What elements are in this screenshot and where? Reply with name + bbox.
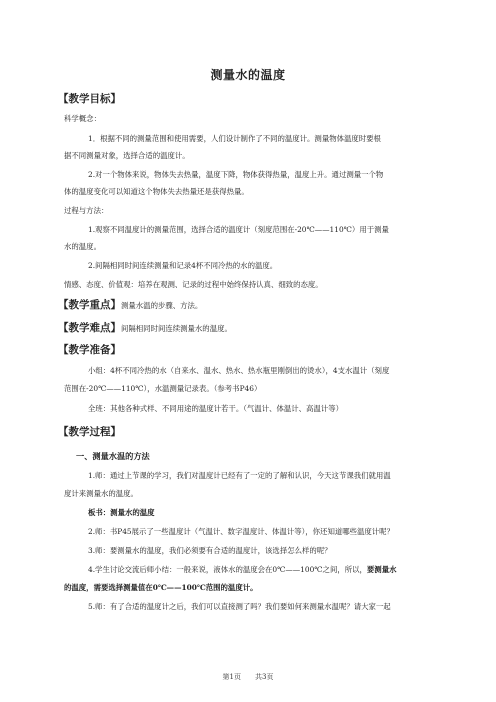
difficulty-text: 间隔相同时间连续测量水的温度。 (121, 324, 232, 333)
process-4-text: 4.学生讨论交流后师小结：一般来说，液体水的温度会在0℃——100℃之间，所以， (88, 565, 367, 574)
method-2: 2.间隔相同时间连续测量和记录4杯不同冷热的水的温度。 (88, 261, 278, 270)
process-1-line-2: 度计来测量水的温度。 (64, 489, 138, 498)
heading-prep: 【教学准备】 (58, 344, 121, 356)
concept-1-line-1: 1．根据不同的测量范围和使用需要，人们设计制作了不同的温度计。测量物体温度时要根 (88, 134, 381, 143)
process-4-line-1 (88, 565, 496, 575)
page-footer: 第1页 共3页 (222, 673, 274, 681)
process-1-line-1: 1.师：通过上节课的学习，我们对温度计已经有了一定的了解和认识，今天这节课我们就用温 (88, 471, 391, 480)
process-4-emphasis-2: 的温度，需要选择测量值在0℃——100℃范围的温度计。 (64, 583, 258, 592)
prep-group-line-2: 范围在-20℃——110℃），水温测量记录表。（参考书P46） (64, 384, 262, 393)
heading-difficulty (58, 321, 496, 336)
heading-key-label: 【教学重点】 (58, 299, 121, 311)
process-3: 3.师：要测量水的温度，我们必须要有合适的温度计，该选择怎么样的呢？ (88, 546, 332, 555)
process-2: 2.师：书P45展示了一些温度计（气温计、数字温度计、体温计等），你还知道哪些温度计呢？ (88, 527, 394, 536)
method-label: 过程与方法： (64, 206, 109, 215)
method-1-line-1: 1.观察不同温度计的测量范围，选择合适的温度计（刻度范围在-20℃——110℃）用于测量 (88, 225, 389, 234)
heading-key (58, 298, 496, 313)
process-5: 5.师：有了合适的温度计之后，我们可以直接测了吗？我们要如何来测量水温呢？请大家一起 (88, 602, 391, 611)
key-text: 测量水温的步骤、方法。 (121, 301, 203, 310)
process-4-emphasis-1: 要测量水 (366, 565, 397, 574)
board-note: 板书：测量水的温度 (88, 508, 155, 517)
method-1-line-2: 水的温度。 (64, 242, 101, 251)
heading-difficulty-label: 【教学难点】 (58, 322, 121, 334)
heading-goals: 【教学目标】 (58, 93, 121, 105)
document-title: 测量水的温度 (210, 68, 286, 82)
concept-2-line-2: 体的温度变化可以知道这个物体失去热量还是获得热量。 (64, 187, 249, 196)
concept-1-line-2: 据不同测量对象，选择合适的温度计。 (64, 151, 190, 160)
concept-2-line-1: 2.对一个物体来说，物体失去热量，温度下降，物体获得热量，温度上升。通过测量一个物 (88, 170, 384, 179)
process-subheading-1: 一、测量水温的方法 (76, 451, 150, 461)
prep-class: 全班：其他各种式样、不同用途的温度计若干。（气温计、体温计、高温计等） (88, 404, 343, 413)
concept-label: 科学概念： (64, 114, 101, 123)
heading-process: 【教学过程】 (58, 426, 121, 438)
emotion-goal: 情感、态度、价值观：培养在观测、记录的过程中始终保持认真、细致的态度。 (64, 280, 323, 289)
prep-group-line-1: 小组：4杯不同冷热的水（自来水、温水、热水、热水瓶里刚倒出的烫水），4支水温计（刻度 (88, 366, 390, 375)
